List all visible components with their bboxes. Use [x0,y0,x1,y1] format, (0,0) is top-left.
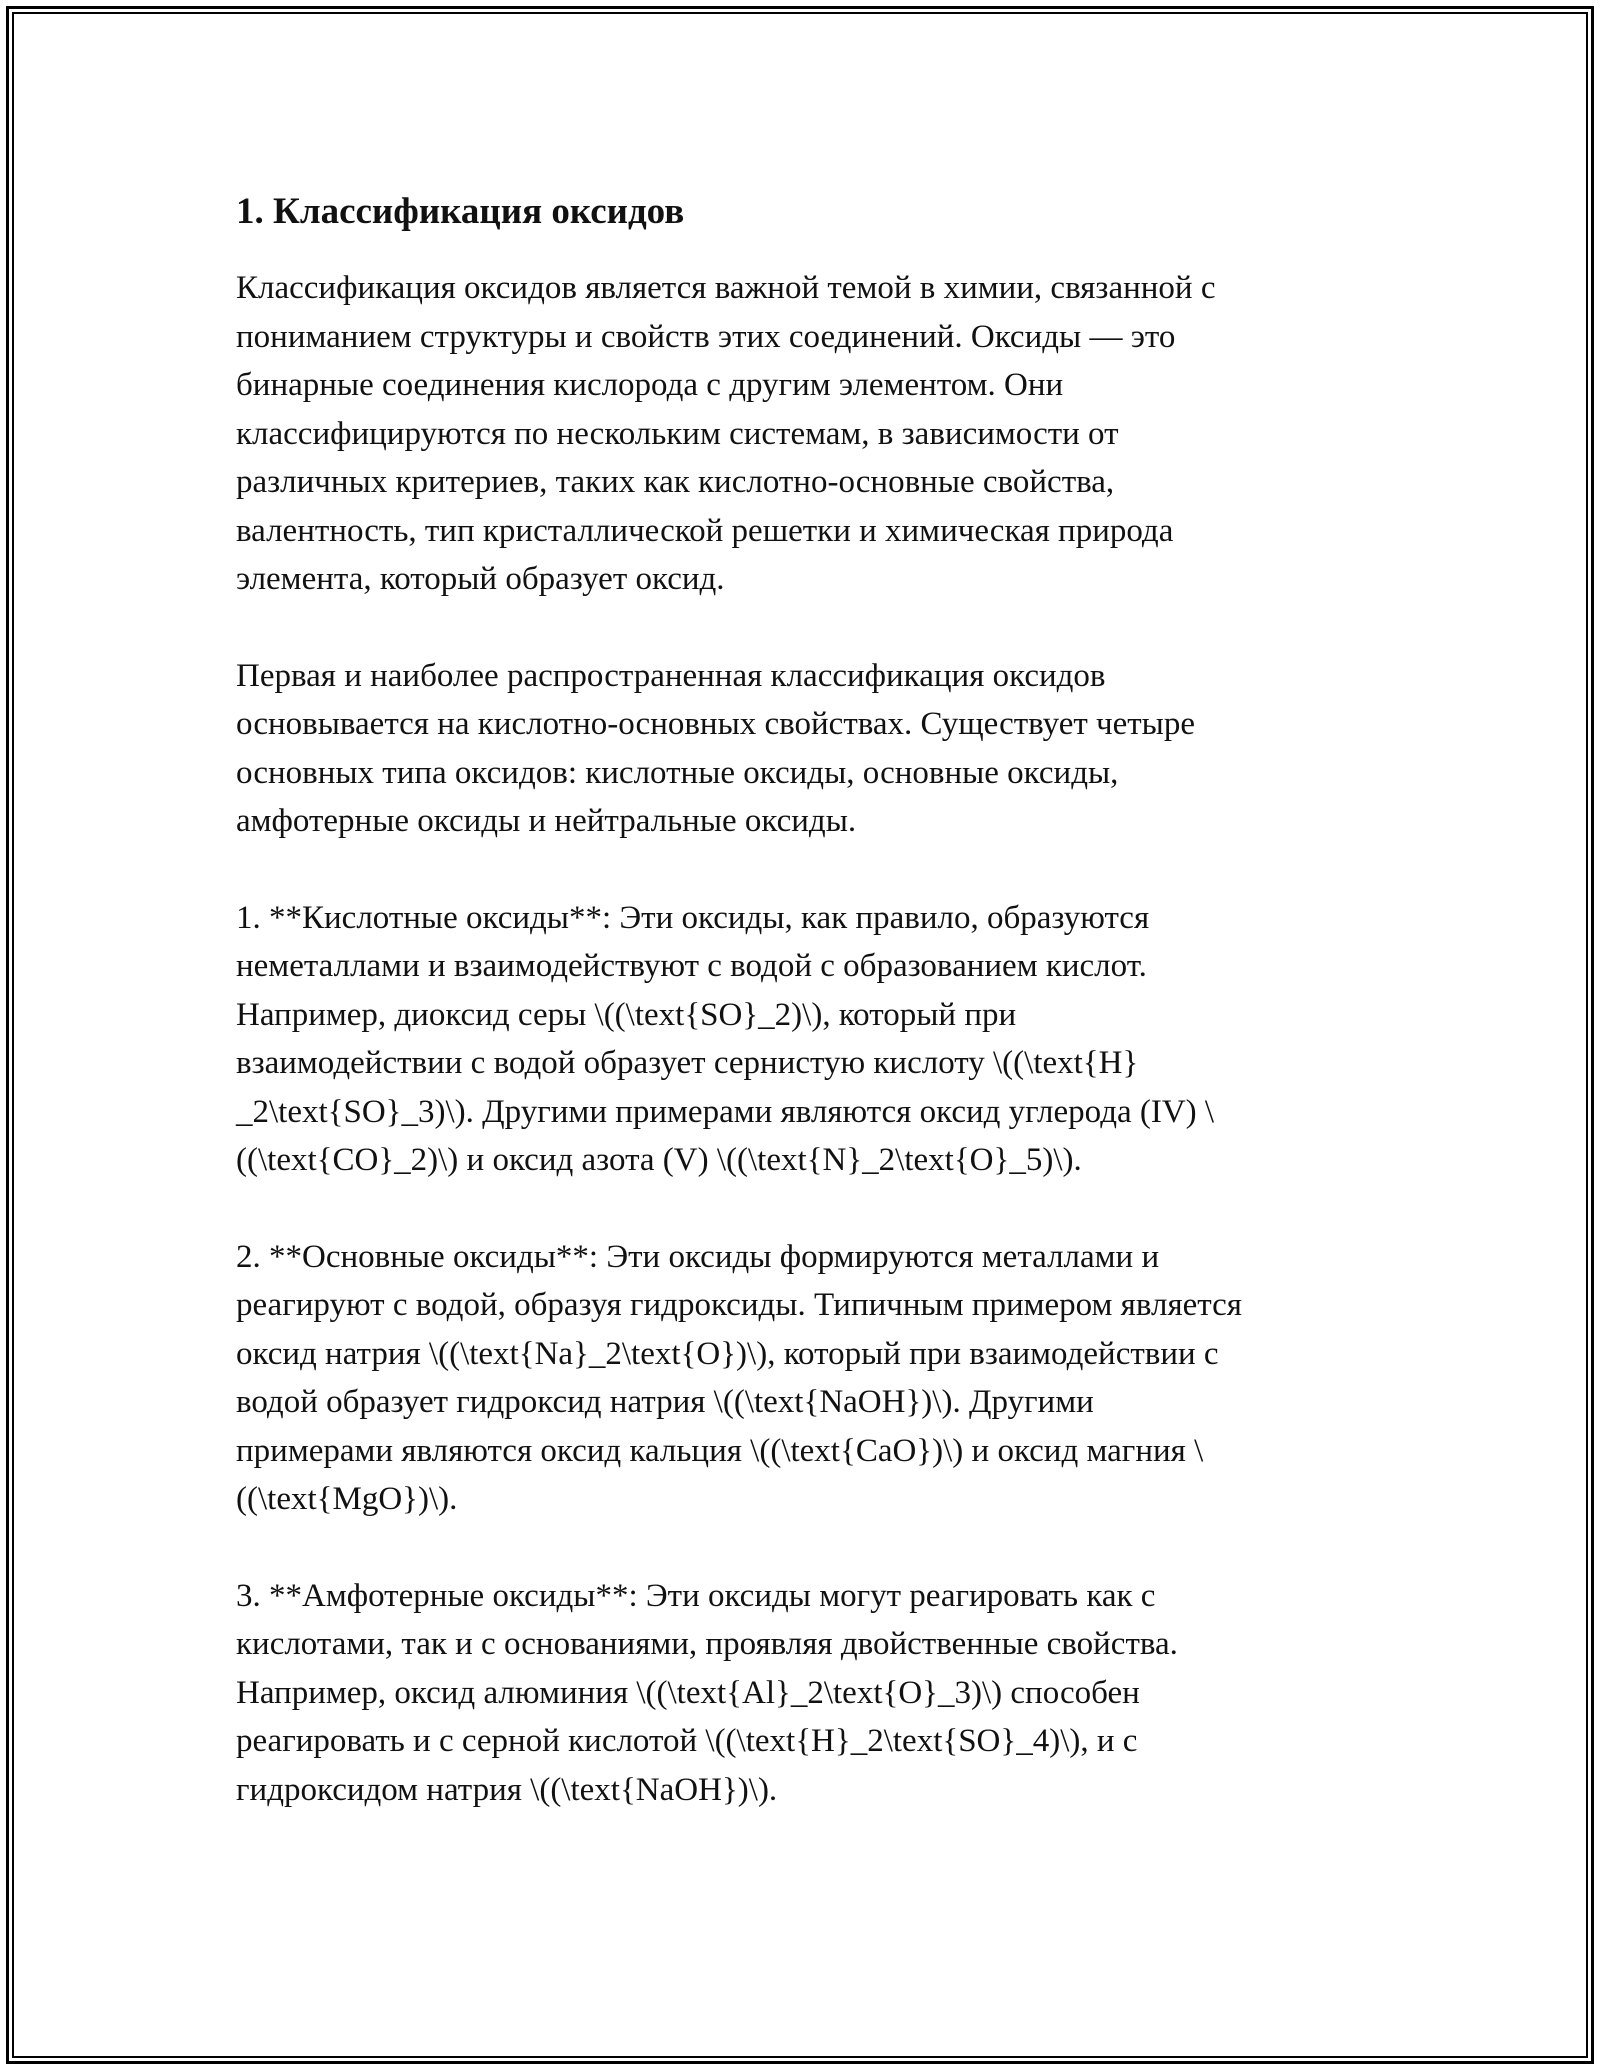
text-line: основывается на кислотно-основных свойствах. Существует четыре [236,706,1195,743]
text-line: взаимодействии с водой образует сернистую кислоту \((\text{H} [236,1045,1139,1082]
paragraph-basic-oxides [236,1233,1376,1524]
paragraph-acidic-oxides [236,894,1376,1185]
document-body [236,188,1376,1862]
text-line: кислотами, так и с основаниями, проявляя двойственные свойства. [236,1626,1178,1663]
text-line: оксид натрия \((\text{Na}_2\text{O})\), который при взаимодействии с [236,1335,1219,1372]
paragraph-intro [236,264,1376,604]
text-line: ((\text{MgO})\). [236,1481,458,1518]
text-line: 2. **Основные оксиды**: Эти оксиды формируются металлами и [236,1238,1160,1275]
text-line: ((\text{CO}_2)\) и оксид азота (V) \((\text{N}_2\text{O}_5)\). [236,1142,1082,1179]
text-line: _2\text{SO}_3)\). Другими примерами являются оксид углерода (IV) \ [236,1093,1215,1130]
text-line: различных критериев, таких как кислотно-основные свойства, [236,464,1115,501]
text-line: 3. **Амфотерные оксиды**: Эти оксиды могут реагировать как с [236,1577,1156,1614]
text-line: неметаллами и взаимодействуют с водой с образованием кислот. [236,948,1147,985]
text-line: Первая и наиболее распространенная классификация оксидов [236,657,1106,694]
text-line: валентность, тип кристаллической решетки и химическая природа [236,512,1174,549]
text-line: Например, оксид алюминия \((\text{Al}_2\text{O}_3)\) способен [236,1674,1140,1711]
text-line: классифицируются по нескольким системам, в зависимости от [236,415,1119,452]
text-line: примерами являются оксид кальция \((\text{CaO})\) и оксид магния \ [236,1432,1204,1469]
text-line: реагируют с водой, образуя гидроксиды. Типичным примером является [236,1287,1242,1324]
text-line: Классификация оксидов является важной темой в химии, связанной с [236,270,1216,307]
section-heading: 1. Классификация оксидов [236,191,685,232]
text-line: реагировать и с серной кислотой \((\text{H}_2\text{SO}_4)\), и с [236,1723,1138,1760]
text-line: пониманием структуры и свойств этих соединений. Оксиды — это [236,318,1176,355]
paragraph-amphoteric-oxides [236,1572,1376,1815]
text-line: основных типа оксидов: кислотные оксиды, основные оксиды, [236,754,1119,791]
paragraph-classification [236,652,1376,846]
text-line: водой образует гидроксид натрия \((\text{NaOH})\). Другими [236,1384,1094,1421]
text-line: 1. **Кислотные оксиды**: Эти оксиды, как правило, образуются [236,899,1150,936]
text-line: бинарные соединения кислорода с другим элементом. Они [236,367,1064,404]
text-line: амфотерные оксиды и нейтральные оксиды. [236,803,857,840]
text-line: Например, диоксид серы \((\text{SO}_2)\), который при [236,996,1017,1033]
text-line: гидроксидом натрия \((\text{NaOH})\). [236,1771,778,1808]
text-line: элемента, который образует оксид. [236,561,725,598]
